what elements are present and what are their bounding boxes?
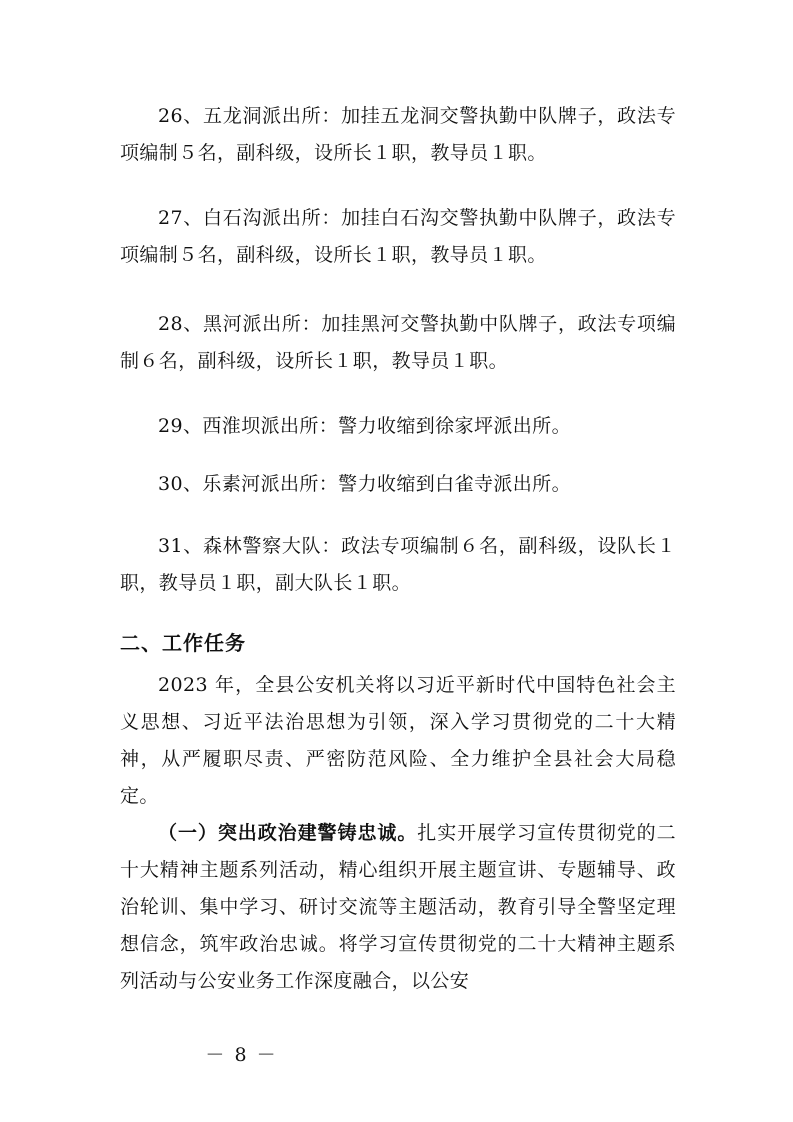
list-item-29: 29、西淮坝派出所：警力收缩到徐家坪派出所。 <box>158 415 571 437</box>
page-number <box>0 1040 793 1067</box>
list-item-31: 31、森林警察大队：政法专项编制６名，副科级，设队长１职，教导员１职，副大队长１职。 <box>120 535 676 594</box>
subsection-paragraph <box>120 815 676 1000</box>
list-item-26: 26、五龙洞派出所：加挂五龙洞交警执勤中队牌子，政法专项编制５名，副科级，设所长１职，教导员１职。 <box>120 105 676 164</box>
section-heading: 二、工作任务 <box>120 631 246 655</box>
page-number-text: － 8 － <box>205 1044 278 1066</box>
section-intro: 2023 年，全县公安机关将以习近平新时代中国特色社会主义思想、习近平法治思想为引领，深入学习贯彻党的二十大精神，从严履职尽责、严密防范风险、全力维护全县社会大局稳定。 <box>120 674 676 807</box>
list-item-30: 30、乐素河派出所：警力收缩到白雀寺派出所。 <box>158 473 571 495</box>
list-item-28: 28、黑河派出所：加挂黑河交警执勤中队牌子，政法专项编制６名，副科级，设所长１职，教导员１职。 <box>120 313 676 372</box>
list-item-27: 27、白石沟派出所：加挂白石沟交警执勤中队牌子，政法专项编制５名，副科级，设所长１职，教导员１职。 <box>120 207 676 266</box>
subsection-lead: （一）突出政治建警铸忠诚。 <box>158 822 418 844</box>
subsection-body: 扎实开展学习宣传贯彻党的二十大精神主题系列活动，精心组织开展主题宣讲、专题辅导、政治轮训、集中学习、研讨交流等主题活动，教育引导全警坚定理想信念，筑牢政治忠诚。将学习宣传贯彻党的二十大精神主题系列活动与公安业务工作深度融合，以公安 <box>120 822 677 992</box>
